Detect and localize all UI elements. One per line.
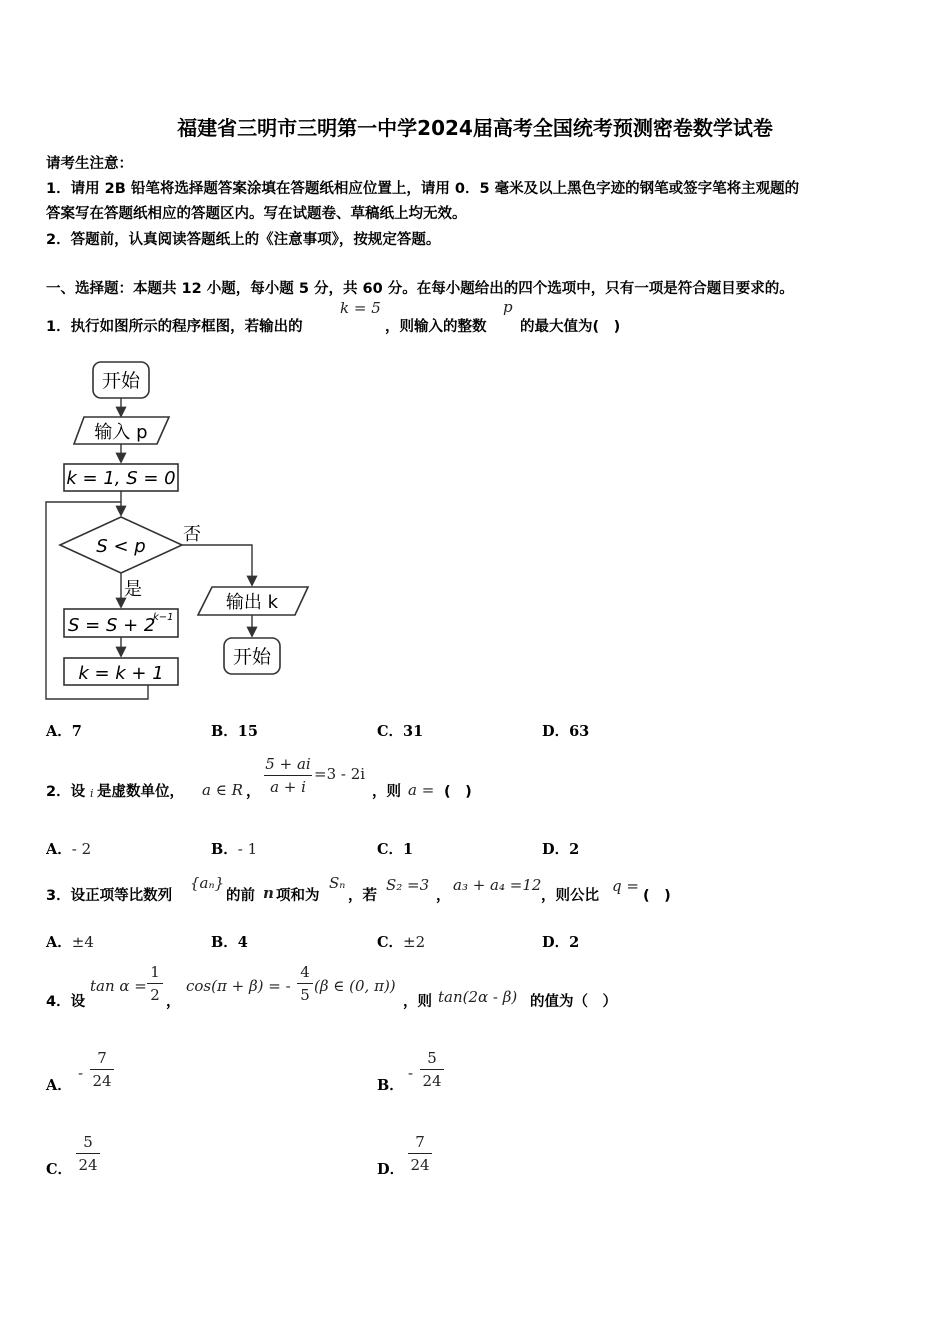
q3-a34: a₃ + a₄ =12	[453, 876, 542, 894]
notice-heading: 请考生注意：	[46, 156, 133, 172]
q1-mid: ，则输入的整数	[385, 319, 487, 335]
notice-line-1a: 1．请用 2B 铅笔将选择题答案涂填在答题纸相应位置上，请用 0．5 毫米及以上黑色字迹的钢笔或签字笔将主观题的	[46, 181, 800, 197]
flowchart	[40, 355, 320, 710]
q2-prefix: 2．设	[46, 784, 86, 800]
q3-s2: S₂ =3	[386, 876, 430, 894]
q4-option-d-fraction: 7 24	[408, 1132, 432, 1175]
q2-option-b: B．- 1	[211, 840, 258, 858]
notice-line-2: 2．答题前，认真阅读答题纸上的《注意事项》，按规定答题。	[46, 232, 441, 248]
q4-option-a-sign: -	[78, 1064, 84, 1082]
q3-text3: ，若	[348, 888, 377, 904]
q2-comma: ，	[246, 784, 261, 800]
flow-no-label: 否	[183, 524, 201, 545]
q1-p-var: p	[503, 298, 513, 316]
q2-rhs: =3 - 2i	[314, 765, 366, 783]
q2-text1: 是虚数单位，	[97, 784, 184, 800]
q4-cond: (β ∈ (0, π))	[314, 977, 396, 995]
q2-ask: a =	[408, 781, 435, 799]
q1-prefix: 1．执行如图所示的程序框图，若输出的	[46, 319, 303, 335]
q4-option-c-label: C．	[46, 1161, 73, 1178]
flow-yes-label: 是	[124, 579, 142, 600]
flow-update-s-exp: k−1	[153, 612, 174, 623]
q3-paren: ( )	[643, 888, 671, 904]
notice-line-1b: 答案写在答题纸相应的答题区内。写在试题卷、草稿纸上均无效。	[46, 206, 467, 222]
flow-start-label: 开始	[101, 370, 141, 392]
q4-tan: tan α =	[90, 977, 147, 995]
flow-decision-label: S < p	[96, 536, 146, 557]
q1-option-c: C．31	[377, 723, 424, 740]
q4-cos: cos(π + β) = -	[186, 977, 291, 995]
q2-option-c: C．1	[377, 841, 414, 858]
q1-suffix: 的最大值为( )	[520, 319, 621, 335]
q1-option-d: D．63	[542, 723, 590, 740]
q4-comma: ，	[166, 994, 181, 1010]
flow-update-k-label: k = k + 1	[78, 663, 164, 684]
q4-suffix: 的值为（ ）	[530, 994, 617, 1010]
q3-option-c: C．±2	[377, 933, 426, 951]
q2-option-a: A．- 2	[46, 840, 92, 858]
q2-i-var: i	[90, 787, 94, 800]
q3-comma: ，	[436, 888, 451, 904]
q3-option-d: D．2	[542, 934, 580, 951]
flow-init-label: k = 1, S = 0	[66, 468, 176, 489]
q1-option-a: A．7	[46, 723, 82, 740]
q3-prefix: 3．设正项等比数列	[46, 888, 173, 904]
q3-n: n	[263, 884, 274, 902]
q2-paren: ( )	[444, 784, 472, 800]
q3-option-b: B．4	[211, 934, 248, 951]
q4-target: tan(2α - β)	[438, 988, 518, 1006]
q4-tan-fraction: 1 2	[147, 962, 163, 1005]
q3-text2: 项和为	[276, 888, 320, 904]
q1-k-expr: k = 5	[340, 299, 381, 317]
q4-option-b-sign: -	[408, 1064, 414, 1082]
q2-cond: a ∈ R	[202, 781, 243, 799]
q1-option-b: B．15	[211, 723, 258, 740]
flow-output-label: 输出 k	[225, 592, 279, 613]
q4-prefix: 4．设	[46, 994, 86, 1010]
q3-q: q =	[612, 877, 639, 895]
q4-option-b-label: B．	[377, 1077, 404, 1094]
q2-fraction: 5 + ai a + i	[265, 755, 311, 796]
q3-sn: Sₙ	[329, 874, 346, 892]
q4-cos-fraction: 4 5	[297, 962, 313, 1005]
flow-input-label: 输入 p	[94, 422, 148, 443]
q4-option-b-fraction: 5 24	[420, 1048, 444, 1091]
q3-text1: 的前	[226, 888, 255, 904]
q4-then: ，则	[403, 994, 432, 1010]
flow-update-s-label: S = S + 2	[68, 615, 156, 636]
q4-option-d-label: D．	[377, 1161, 405, 1178]
q4-option-a-label: A．	[46, 1077, 72, 1094]
q3-text4: ，则公比	[541, 888, 599, 904]
q3-option-a: A．±4	[46, 933, 94, 951]
q3-seq: {aₙ}	[190, 874, 225, 892]
q2-option-d: D．2	[542, 841, 580, 858]
q4-option-a-fraction: 7 24	[90, 1048, 114, 1091]
flow-end-label: 开始	[232, 646, 272, 668]
section-heading: 一、选择题：本题共 12 小题，每小题 5 分，共 60 分。在每小题给出的四个选项中，只有一项是符合题目要求的。	[46, 281, 794, 297]
page-title: 福建省三明市三明第一中学2024届高考全国统考预测密卷数学试卷	[177, 116, 773, 140]
q4-option-c-fraction: 5 24	[76, 1132, 100, 1175]
q2-then: ，则	[372, 784, 401, 800]
